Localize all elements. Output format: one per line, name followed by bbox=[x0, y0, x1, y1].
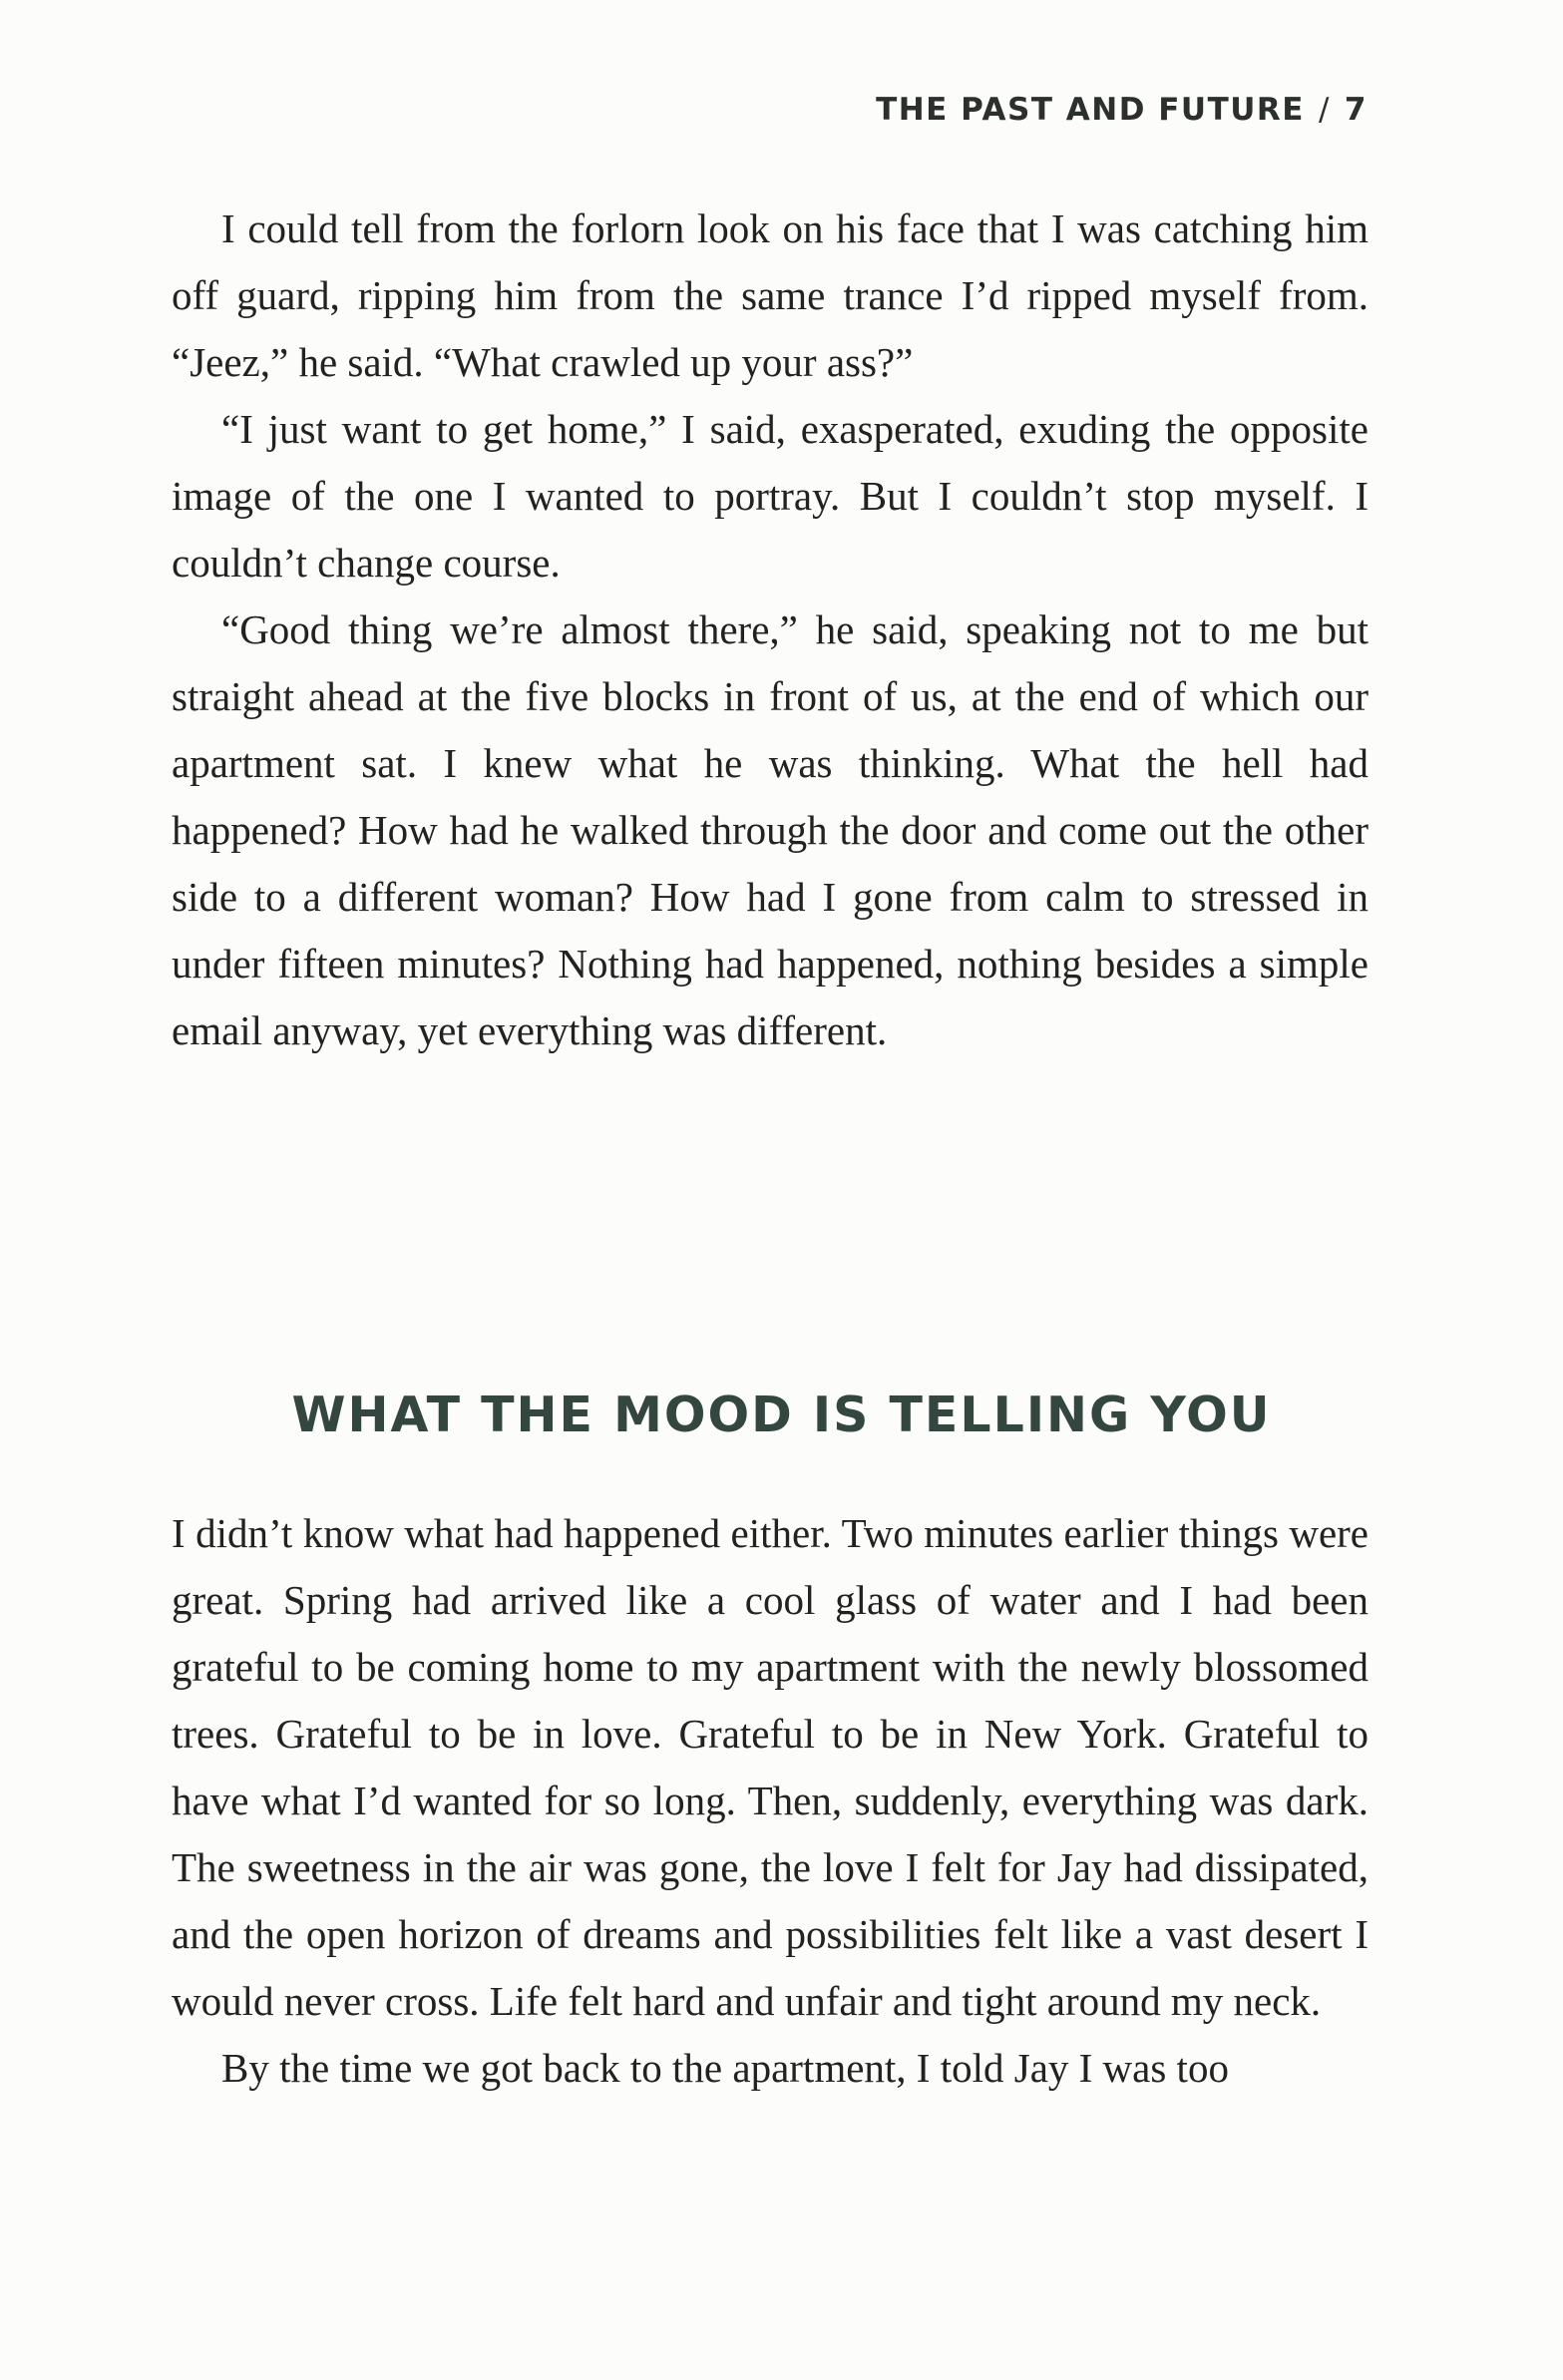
header-separator: / bbox=[1318, 92, 1331, 128]
page-number: 7 bbox=[1344, 92, 1368, 128]
paragraph: By the time we got back to the apartment, I told Jay I was too bbox=[221, 2045, 1229, 2091]
paragraph: I didn’t know what had happened either. Two minutes earlier things were great. Spring had arrived like a cool glass of water and I had been grateful to be coming home to my apartment with the newly blossomed trees. Grateful to be in love. Grateful to be in New York. Grateful to have what I’d wanted for so long. Then, suddenly, everything was dark. The sweetness in the air was gone, the love I felt for Jay had dissipated, and the open horizon of dreams and possibilities felt like a vast desert I would never cross. Life felt hard and unfair and tight around my neck. bbox=[172, 1510, 1368, 2024]
running-title: THE PAST AND FUTURE bbox=[876, 92, 1305, 128]
running-header bbox=[876, 92, 1368, 128]
section-two-body bbox=[172, 1500, 1368, 2102]
paragraph: I could tell from the forlorn look on his face that I was catching him off guard, ripping him from the same trance I’d ripped myself from. “Jeez,” he said. “What crawled up your ass?” bbox=[172, 205, 1368, 385]
section-heading: WHAT THE MOOD IS TELLING YOU bbox=[291, 1387, 1272, 1443]
paragraph: “Good thing we’re almost there,” he said, speaking not to me but straight ahead at the five blocks in front of us, at the end of which our apartment sat. I knew what he was thinking. What the hell had happened? How had he walked through the door and come out the other side to a different woman? How had I gone from calm to stressed in under fifteen minutes? Nothing had happened, nothing besides a simple email anyway, yet everything was different. bbox=[172, 606, 1368, 1053]
section-one-body bbox=[172, 196, 1368, 1064]
paragraph: “I just want to get home,” I said, exasperated, exuding the opposite image of the one I wanted to portray. But I couldn’t stop myself. I couldn’t change course. bbox=[172, 406, 1368, 586]
